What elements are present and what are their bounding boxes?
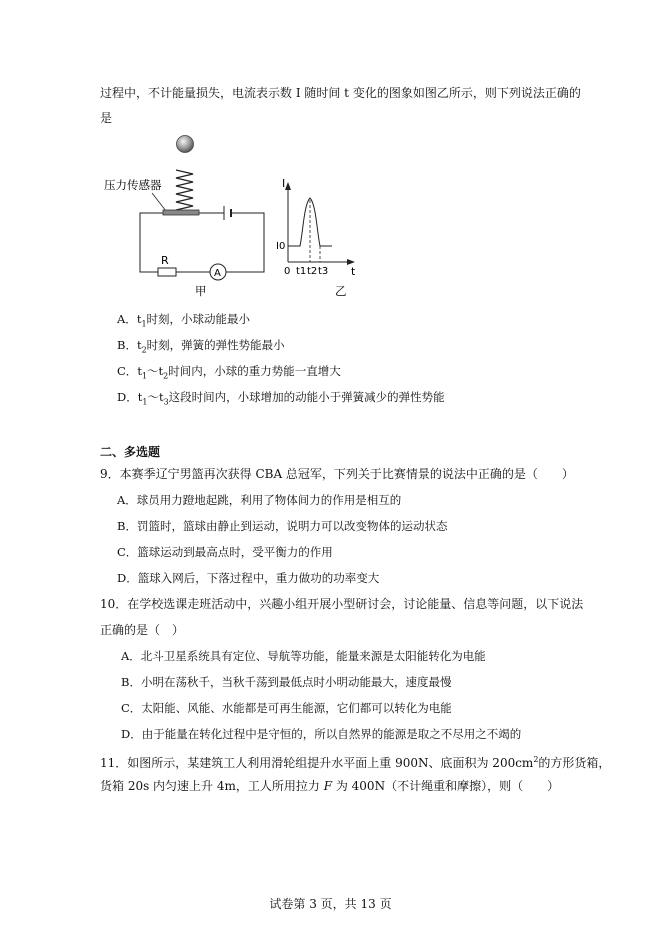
ammeter-label: A xyxy=(214,268,221,279)
intro-line-2: 是 xyxy=(100,111,113,125)
circuit-wire-right xyxy=(226,213,264,272)
q8-option-b-sub: 2 xyxy=(141,345,147,355)
q10-stem-line-2: 正确的是（ ） xyxy=(100,623,185,637)
q8-option-a-text: 时刻，小球动能最小 xyxy=(146,312,251,326)
physics-figure xyxy=(100,132,370,302)
graph-t-axis-label: t xyxy=(351,265,356,278)
q8-option-d: D．$t_1\sim t_3$这段时间内，小球增加的动能小于弹簧减少的弹性势能 xyxy=(117,390,445,407)
q8-option-b: B．$t_2$时刻，弹簧的弹性势能最小 xyxy=(117,338,285,355)
spring xyxy=(176,170,193,210)
yi-label: 乙 xyxy=(335,284,347,298)
q9-option-a: A．球员用力蹬地起跳，利用了物体间力的作用是相互的 xyxy=(117,493,402,507)
graph-t3-label: t3 xyxy=(318,266,329,277)
q8-option-c-sub2: 2 xyxy=(163,371,169,381)
circuit-wire-left xyxy=(140,213,163,272)
q9-option-d: D．篮球入网后，下落过程中，重力做功的功率变大 xyxy=(117,571,380,585)
graph-origin-label: 0 xyxy=(284,266,291,277)
q9-option-c: C．篮球运动到最高点时，受平衡力的作用 xyxy=(117,545,333,559)
q9-option-b: B．罚篮时，篮球由静止到运动，说明力可以改变物体的运动状态 xyxy=(117,519,448,533)
q9-stem: 9．本赛季辽宁男篮再次获得 CBA 总冠军，下列关于比赛情景的说法中正确的是（ ） xyxy=(100,467,574,481)
q11-line-1-sup: 2 xyxy=(533,755,539,764)
q8-option-c-sub1: 1 xyxy=(141,371,148,381)
pressure-sensor xyxy=(163,210,199,215)
q11-stem-line-1 xyxy=(100,752,610,771)
q8-option-b-prefix: B． xyxy=(117,338,137,352)
jia-label: 甲 xyxy=(195,284,207,298)
q8-option-c-text: 时间内，小球的重力势能一直增大 xyxy=(168,364,341,378)
q8-option-d-text: 这段时间内，小球增加的动能小于弹簧减少的弹性势能 xyxy=(168,390,445,404)
q8-option-c-prefix: C． xyxy=(117,364,138,378)
q11-line-2-pre: 货箱 20s 内匀速上升 4m，工人所用拉力 xyxy=(100,779,324,793)
q11-stem-line-2 xyxy=(100,778,559,794)
graph-t2-label: t2 xyxy=(307,266,318,277)
sensor-label: 压力传感器 xyxy=(104,178,162,192)
q8-option-b-text: 时刻，弹簧的弹性势能最小 xyxy=(146,338,285,352)
q11-line-2-post: 为 400N（不计绳重和摩擦），则（ ） xyxy=(332,779,560,793)
q8-option-a-prefix: A． xyxy=(117,312,137,326)
q8-option-d-prefix: D． xyxy=(117,390,138,404)
q8-option-c: C．$t_1\sim t_2$时间内，小球的重力势能一直增大 xyxy=(117,364,341,381)
intro-line-1: 过程中，不计能量损失，电流表示数 I 随时间 t 变化的图象如图乙所示，则下列说法正确的 xyxy=(100,86,581,100)
sensor-leader xyxy=(152,193,166,211)
q10-stem-line-1: 10．在学校选课走班活动中，兴趣小组开展小型研讨会，讨论能量、信息等问题，以下说法 xyxy=(100,597,584,611)
q8-option-a-sub: 1 xyxy=(141,319,147,329)
q10-option-b: B．小明在荡秋千，当秋千荡到最低点时小明动能最大，速度最慢 xyxy=(121,675,452,689)
q8-option-a: A．$t_1$时刻，小球动能最小 xyxy=(117,312,251,329)
q11-force-symbol: F xyxy=(323,779,333,793)
ball xyxy=(177,136,194,153)
q10-option-a: A．北斗卫星系统具有定位、导航等功能，能量来源是太阳能转化为电能 xyxy=(121,649,486,663)
resistor xyxy=(158,268,176,276)
q11-line-1-post: 的方形货箱， xyxy=(538,756,611,770)
q10-option-d: D．由于能量在转化过程中是守恒的，所以自然界的能源是取之不尽用之不竭的 xyxy=(121,727,522,741)
q10-option-c: C．太阳能、风能、水能都是可再生能源，它们都可以转化为电能 xyxy=(121,701,452,715)
q11-line-1-pre: 11．如图所示，某建筑工人利用滑轮组提升水平面上重 900N、底面积为 200cm xyxy=(100,756,534,770)
q8-option-d-sub2: 3 xyxy=(163,397,169,407)
q8-option-d-sub1: 1 xyxy=(142,397,148,407)
section-2-title: 二、多选题 xyxy=(100,445,161,459)
graph-t1-label: t1 xyxy=(296,266,307,277)
resistor-label: R xyxy=(161,254,169,267)
graph-i0-label: I0 xyxy=(276,241,286,252)
graph-i-axis-label: I xyxy=(282,177,286,190)
page-footer: 试卷第 3 页，共 13 页 xyxy=(269,897,392,911)
